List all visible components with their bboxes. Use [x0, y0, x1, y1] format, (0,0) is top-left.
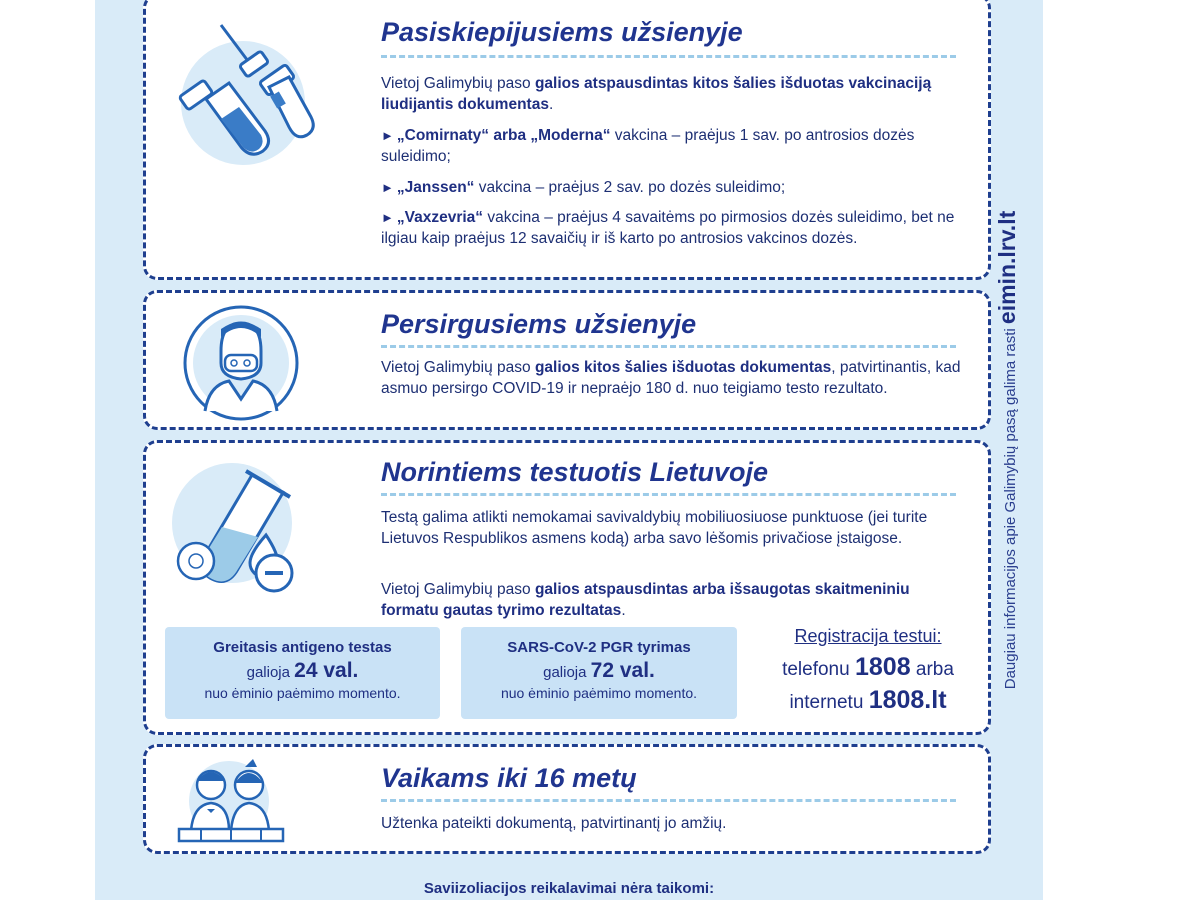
section-intro	[381, 73, 971, 115]
section-title: Pasiskiepijusiems užsienyje	[381, 17, 743, 47]
card-vaccinated-abroad	[143, 0, 991, 280]
masked-person-icon	[181, 303, 301, 423]
section-intro	[381, 357, 971, 399]
bullet-item	[381, 207, 971, 249]
sidebar-note	[993, 140, 1021, 760]
children-text: Užtenka pateikti dokumentą, patvirtinantį jo amžių.	[381, 815, 727, 832]
test-note: nuo ėminio paėmimo momento.	[204, 685, 401, 701]
sidebar-note-text: Daugiau informacijos apie Galimybių pasą galima rasti	[1002, 324, 1019, 690]
validity-hours: 24 val.	[294, 659, 359, 682]
title-divider	[381, 493, 956, 496]
arrow-icon: ►	[381, 128, 394, 143]
website-link[interactable]: eimin.lrv.lt	[994, 210, 1020, 325]
registration-block	[763, 626, 973, 719]
section-title: Vaikams iki 16 metų	[381, 763, 637, 793]
vaccine-vials-icon	[161, 17, 321, 167]
arrow-icon: ►	[381, 180, 394, 195]
registration-title: Registracija testui:	[794, 626, 942, 646]
intro-bold-text: galios kitos šalies išduotas dokumentas	[534, 359, 832, 376]
title-divider	[381, 55, 956, 58]
intro-end: .	[548, 96, 554, 113]
arrow-icon: ►	[381, 210, 394, 225]
testing-validity-paragraph	[381, 579, 971, 621]
test-validity	[461, 659, 737, 683]
vaccine-name: „Vaxzevria“	[396, 209, 484, 226]
title-divider	[381, 345, 956, 348]
phone-label: telefonu	[782, 659, 855, 680]
test-name: SARS-CoV-2 PGR tyrimas	[507, 639, 691, 656]
section-title: Persirgusiems užsienyje	[381, 309, 697, 339]
or-text: arba	[910, 659, 954, 680]
card-recovered-abroad	[143, 290, 991, 430]
antigen-test-box	[165, 627, 440, 719]
card-children	[143, 744, 991, 854]
section-title: Norintiems testuotis Lietuvoje	[381, 457, 769, 487]
intro-end: , patvirtinantis, kad asmuo persirgo COVID-19 ir nepraėjo 180 d. nuo teigiamo testo rezultato.	[381, 359, 961, 397]
intro-text: Vietoj Galimybių paso	[381, 75, 535, 92]
intro-bold-text: galios atspausdintas kitos šalies išduotas vakcinaciją liudijantis dokumentas	[381, 75, 932, 113]
registration-web	[763, 686, 973, 715]
bullet-text: vakcina – praėjus 1 sav. po antrosios dozės suleidimo;	[381, 127, 915, 165]
test-tube-icon	[166, 457, 306, 597]
children-icon	[171, 755, 291, 847]
validity-label: galioja	[246, 664, 295, 681]
web-label: internetu	[789, 692, 869, 713]
bullet-text: vakcina – praėjus 4 savaitėms po pirmosios dozės suleidimo, bet ne ilgiau kaip praėjus 12 savaičių ir iš karto po antrosios vakcinos dozės.	[381, 209, 955, 247]
pcr-test-box	[461, 627, 737, 719]
web-link[interactable]: 1808.lt	[868, 686, 947, 714]
vaccine-name: „Comirnaty“ arba „Moderna“	[396, 127, 611, 144]
title-divider	[381, 799, 956, 802]
bullet-text: vakcina – praėjus 2 sav. po dozės suleidimo;	[474, 179, 786, 196]
testing-paragraph: Testą galima atlikti nemokamai savivaldybių mobiliuosiuose punktuose (jei turite Lietuvos Respublikos asmens kodą) arba savo lėšomis privačiose įstaigose.	[381, 509, 928, 547]
intro-text: Vietoj Galimybių paso	[381, 581, 535, 598]
intro-bold-text: galios atspausdintas arba išsaugotas skaitmeniniu formatu gautas tyrimo rezultatas	[381, 581, 910, 619]
bullet-item	[381, 177, 971, 198]
vaccine-name: „Janssen“	[396, 179, 475, 196]
test-validity	[165, 659, 440, 683]
test-note: nuo ėminio paėmimo momento.	[500, 685, 698, 701]
bullet-item	[381, 125, 971, 167]
intro-text: Vietoj Galimybių paso	[381, 359, 535, 376]
registration-phone	[763, 653, 973, 682]
validity-hours: 72 val.	[590, 659, 655, 682]
test-name: Greitasis antigeno testas	[213, 639, 392, 656]
intro-end: .	[621, 602, 626, 619]
footer-heading: Saviizoliacijos reikalavimai nėra taikomi:	[423, 880, 715, 897]
validity-label: galioja	[543, 664, 591, 681]
infographic-page	[95, 0, 1043, 900]
phone-number[interactable]: 1808	[854, 653, 911, 681]
